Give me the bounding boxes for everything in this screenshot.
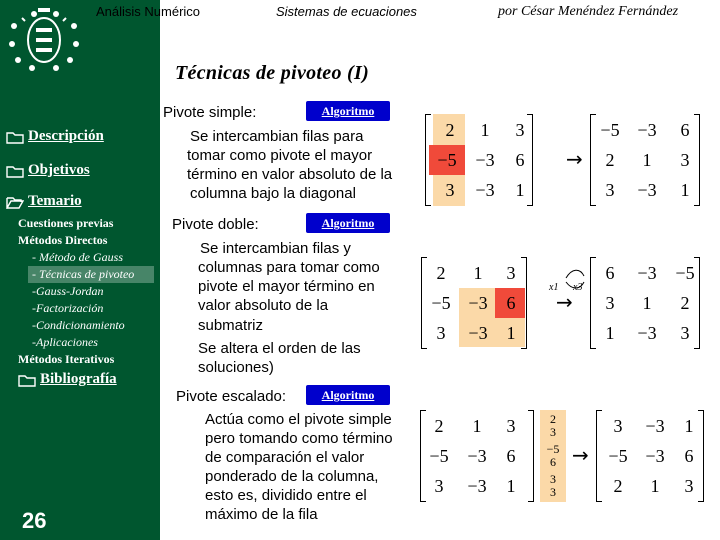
folder-icon xyxy=(18,373,36,387)
matrix-cell: 6 xyxy=(506,293,516,313)
section-simple-line: columna bajo la diagonal xyxy=(190,185,356,202)
algoritmo-scaled-button[interactable]: Algoritmo xyxy=(306,385,390,405)
section-double-line: Se intercambian filas y xyxy=(200,240,351,257)
matrix-cell: −3 xyxy=(468,293,488,313)
chapter-title: Sistemas de ecuaciones xyxy=(276,4,417,19)
page-number: 26 xyxy=(22,508,47,533)
matrix-cell: −3 xyxy=(475,150,495,170)
matrix-cell: 2 xyxy=(680,293,690,313)
matrix-cell: 1 xyxy=(642,293,652,313)
matrix-cell: −3 xyxy=(475,180,495,200)
matrix-cell: −3 xyxy=(637,180,657,200)
matrix-cell: 3 xyxy=(680,150,690,170)
section-double-line: Se altera el orden de las xyxy=(198,340,361,357)
matrix-cell: 1 xyxy=(472,416,482,436)
section-double-line: columnas para tomar como xyxy=(198,259,380,276)
matrix-cell: −3 xyxy=(645,416,665,436)
matrix-cell: −3 xyxy=(467,446,487,466)
matrix-cell: 6 xyxy=(605,263,615,283)
section-simple-line: tomar como pivote el mayor xyxy=(187,147,373,164)
ratio-numerator: 3 xyxy=(550,472,556,486)
nav-bibliografia-label: Bibliografía xyxy=(40,371,117,387)
folder-icon xyxy=(6,130,24,144)
matrix-cell: 3 xyxy=(434,476,444,496)
matrix-cell: −5 xyxy=(429,446,449,466)
nav-temario[interactable] xyxy=(6,193,82,210)
matrix-cell: 2 xyxy=(436,263,446,283)
nav-temario-label: Temario xyxy=(28,193,82,209)
matrix-cell: 1 xyxy=(680,180,690,200)
matrix-simple-after xyxy=(590,114,700,206)
swap-var-b: x3 xyxy=(573,282,583,293)
section-simple-heading: Pivote simple: xyxy=(163,104,257,121)
matrix-double-before xyxy=(421,257,527,349)
ratio-denominator: 3 xyxy=(550,425,556,439)
section-simple-line: término en valor absoluto de la xyxy=(187,166,393,183)
matrix-bracket-right xyxy=(528,410,534,502)
matrix-cell: 3 xyxy=(506,263,516,283)
author-line: por César Menéndez Fernández xyxy=(498,4,679,19)
matrix-cell: −5 xyxy=(437,150,457,170)
matrix-cell: 3 xyxy=(680,323,690,343)
matrix-cell: 3 xyxy=(445,180,455,200)
matrix-double-after xyxy=(590,257,700,349)
matrix-cell: 1 xyxy=(506,476,516,496)
matrix-cell: 2 xyxy=(434,416,444,436)
matrix-cell: −3 xyxy=(637,263,657,283)
section-simple-line: Se intercambian filas para xyxy=(190,128,364,145)
temario-metodos-iterativos[interactable]: Métodos Iterativos xyxy=(18,352,115,366)
section-scaled-line: de comparación el valor xyxy=(205,449,365,466)
folder-open-icon xyxy=(6,195,24,209)
matrix-cell: 6 xyxy=(506,446,516,466)
temario-metodos-directos[interactable]: Métodos Directos xyxy=(18,233,108,247)
matrix-cell: −5 xyxy=(608,446,628,466)
sidebar xyxy=(0,0,160,540)
section-scaled-heading: Pivote escalado: xyxy=(176,388,287,405)
matrix-cell: 2 xyxy=(613,476,623,496)
matrix-cell: 1 xyxy=(642,150,652,170)
matrix-cell: 6 xyxy=(684,446,694,466)
matrix-cell: 6 xyxy=(680,120,690,140)
ratio-numerator: 2 xyxy=(550,412,556,426)
section-scaled-line: ponderado de la columna, xyxy=(205,468,379,485)
nav-objetivos[interactable] xyxy=(6,162,90,179)
matrix-cell: 3 xyxy=(613,416,623,436)
matrix-scaled-before xyxy=(420,410,568,502)
matrix-cell: 1 xyxy=(473,263,483,283)
matrix-cell: −3 xyxy=(645,446,665,466)
matrix-cell: 1 xyxy=(684,416,694,436)
temario-factorizacion[interactable]: -Factorización xyxy=(32,301,104,315)
nav-descripcion-label: Descripción xyxy=(28,128,104,144)
matrix-cell: 1 xyxy=(515,180,525,200)
ratio-cell xyxy=(538,413,568,439)
section-double-line: soluciones) xyxy=(198,359,274,376)
matrix-cell: −5 xyxy=(600,120,620,140)
matrix-cell: −3 xyxy=(637,120,657,140)
folder-icon xyxy=(6,164,24,178)
matrix-cell: 3 xyxy=(605,293,615,313)
section-double-line: pivote el mayor término en xyxy=(198,278,375,295)
algoritmo-simple-button[interactable]: Algoritmo xyxy=(306,101,390,121)
matrix-cell: 1 xyxy=(605,323,615,343)
nav-objetivos-label: Objetivos xyxy=(28,162,90,178)
matrix-simple-before xyxy=(425,114,533,206)
matrix-cell: 6 xyxy=(515,150,525,170)
section-double-line: submatriz xyxy=(198,317,264,334)
algoritmo-double-button[interactable]: Algoritmo xyxy=(306,213,390,233)
ratio-cell xyxy=(538,443,568,469)
matrix-cell: −5 xyxy=(675,263,695,283)
matrix-cell: −3 xyxy=(467,476,487,496)
matrix-cell: 3 xyxy=(436,323,446,343)
matrix-cell: 3 xyxy=(684,476,694,496)
swap-var-a: x1 xyxy=(549,282,559,293)
matrix-cell: 2 xyxy=(445,120,455,140)
arrow-icon: → xyxy=(566,147,583,171)
matrix-bracket-left xyxy=(425,114,431,206)
arrow-icon: → xyxy=(572,443,589,467)
page-title: Técnicas de pivoteo (I) xyxy=(175,62,370,84)
ratio-denominator: 6 xyxy=(550,455,556,469)
nav-bibliografia[interactable] xyxy=(18,371,117,388)
nav-descripcion[interactable] xyxy=(6,128,104,145)
university-crest-icon xyxy=(4,6,86,74)
section-scaled-line: pero tomando como término xyxy=(205,430,393,447)
temario-condicionamiento[interactable]: -Condicionamiento xyxy=(32,318,125,332)
matrix-cell: 3 xyxy=(515,120,525,140)
matrix-scaled-after xyxy=(596,410,704,502)
section-scaled-line: Actúa como el pivote simple xyxy=(205,411,392,428)
matrix-cell: 3 xyxy=(506,416,516,436)
matrix-cell: 3 xyxy=(605,180,615,200)
ratio-cell xyxy=(538,473,568,499)
section-scaled-line: esto es, dividido entre el xyxy=(205,487,367,504)
matrix-cell: −3 xyxy=(637,323,657,343)
arrow-icon: → xyxy=(556,290,573,314)
matrix-bracket-left xyxy=(596,410,602,502)
temario-gauss-jordan[interactable]: -Gauss-Jordan xyxy=(32,284,104,298)
temario-aplicaciones[interactable]: -Aplicaciones xyxy=(32,335,98,349)
matrix-cell: 1 xyxy=(650,476,660,496)
matrix-cell: −5 xyxy=(431,293,451,313)
matrix-cell: 2 xyxy=(605,150,615,170)
section-double-heading: Pivote doble: xyxy=(172,216,259,233)
section-double-line: valor absoluto de la xyxy=(198,297,329,314)
temario-metodo-gauss[interactable]: - Método de Gauss xyxy=(32,250,123,264)
matrix-cell: 1 xyxy=(506,323,516,343)
ratio-denominator: 3 xyxy=(550,485,556,499)
matrix-cell: 1 xyxy=(480,120,490,140)
section-scaled-line: máximo de la fila xyxy=(205,506,318,523)
temario-cuestiones-previas[interactable]: Cuestiones previas xyxy=(18,216,114,230)
course-title: Análisis Numérico xyxy=(96,4,201,19)
temario-tecnicas-pivoteo[interactable]: - Técnicas de pivoteo xyxy=(28,266,154,283)
matrix-cell: −3 xyxy=(468,323,488,343)
ratio-numerator: −5 xyxy=(546,442,560,456)
